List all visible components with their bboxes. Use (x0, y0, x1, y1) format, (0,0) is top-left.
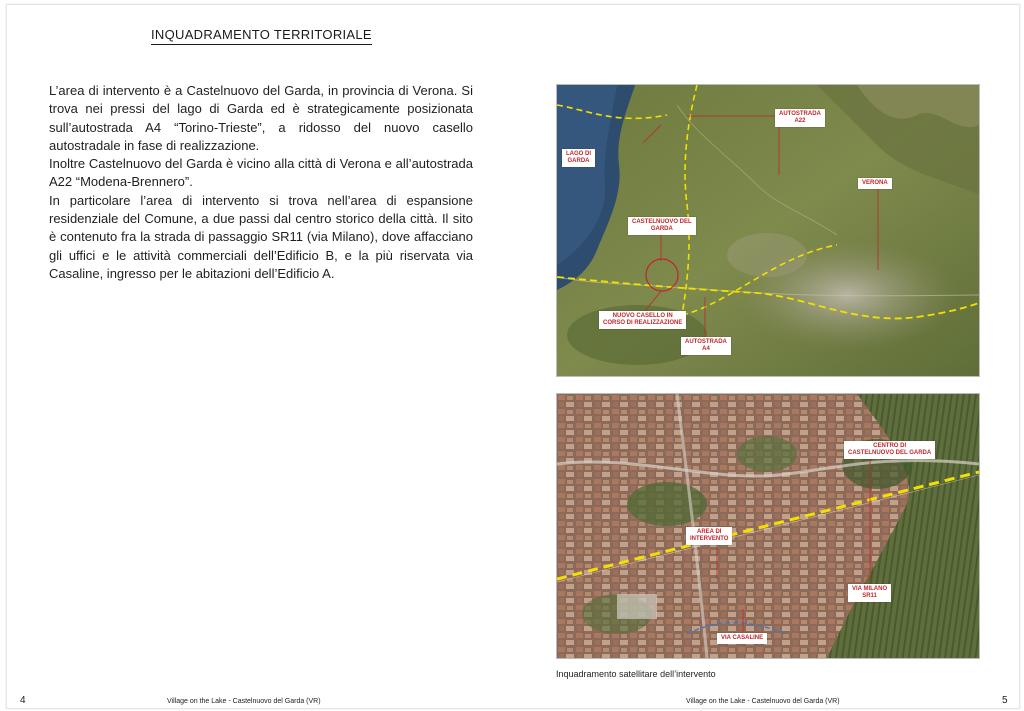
paragraph: In particolare l’area di intervento si trova nell’area di espansione residenziale del Comune, a due passi dal centro storico della città. Il sito è contenuto fra la strada di passaggio SR11 (via Milano), dove affacciano gli uffici e le attività commerciali dell’Edificio B, e la più riservata via Casaline, ingresso per le abitazioni dell’Edificio A. (49, 192, 473, 281)
label-autostrada-a4: AUTOSTRADA A4 (681, 337, 731, 355)
label-area-di-intervento: AREA DI INTERVENTO (686, 527, 732, 545)
page-number-left: 4 (20, 695, 26, 706)
footer-left: Village on the Lake - Castelnuovo del Garda (VR) (167, 698, 321, 705)
regional-map-image (557, 85, 979, 376)
label-autostrada-a22: AUTOSTRADA A22 (775, 109, 825, 127)
label-castelnuovo-del-garda: CASTELNUOVO DEL GARDA (628, 217, 696, 235)
body-text (49, 82, 473, 283)
map-caption: Inquadramento satellitare dell’intervento (556, 669, 716, 679)
footer-right: Village on the Lake - Castelnuovo del Garda (VR) (686, 698, 840, 705)
label-verona: VERONA (858, 178, 892, 189)
paragraph: Inoltre Castelnuovo del Garda è vicino alla città di Verona e all’autostrada A22 “Modena-Brennero”. (49, 156, 473, 190)
local-map-image (557, 394, 979, 658)
label-nuovo-casello: NUOVO CASELLO IN CORSO DI REALIZZAZIONE (599, 311, 686, 329)
label-via-milano: VIA MILANO SR11 (848, 584, 891, 602)
page-number-right: 5 (1002, 695, 1008, 706)
page-title: INQUADRAMENTO TERRITORIALE (151, 27, 372, 45)
label-lago-di-garda: LAGO DI GARDA (562, 149, 595, 167)
satellite-map-regional (556, 84, 980, 377)
label-via-casaline: VIA CASALINE (717, 633, 767, 644)
label-centro-di-castelnuovo: CENTRO DI CASTELNUOVO DEL GARDA (844, 441, 935, 459)
satellite-map-local (556, 393, 980, 659)
paragraph: L’area di intervento è a Castelnuovo del Garda, in provincia di Verona. Si trova nei pressi del lago di Garda ed è strategicamente posizionata sull’autostrada A4 “Torino-Trieste”, a ridosso del nuovo casello autostradale in fase di realizzazione. (49, 83, 473, 153)
